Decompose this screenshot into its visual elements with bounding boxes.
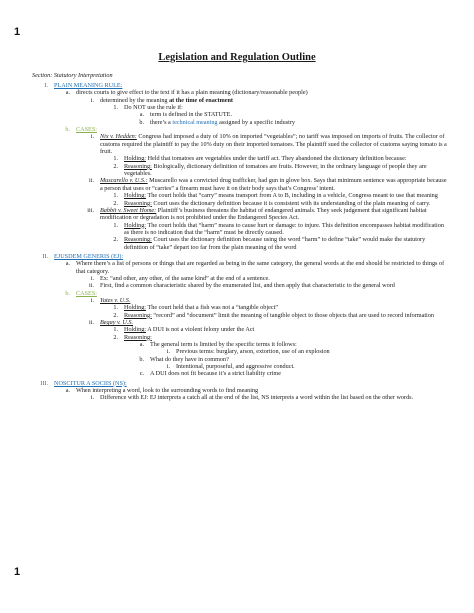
outline-item: 1. Holding: The court holds that “harm” means to cause hurt or damage: to injure. This definition encompasses habitat modification as there is no indication that the “harm” must be directly caused. <box>113 221 444 236</box>
case-item: i. Yates v. U.S. <box>90 296 131 304</box>
outline-item: i. Intentional, purposeful, and aggressive conduct. <box>166 363 295 371</box>
case-name: Begay v. U.S. <box>100 319 134 326</box>
outline-item: a. term is defined in the STATUTE. <box>139 111 232 119</box>
outline-item: 2. Reasoning: Court uses the dictionary definition because it is consistent with its understanding of the plain meaning of carry. <box>113 199 431 207</box>
outline-item: 1. Do NOT use the rule if: <box>113 104 183 112</box>
outline-item: a. When interpreting a word, look to the surrounding words to find meaning <box>65 387 259 395</box>
page-number-bottom: 1 <box>14 566 21 578</box>
outline-item: i. Previous terms: burglary, arson, extortion, use of an explosion <box>166 348 330 356</box>
outline-item: 2. Reasoning: “record” and “document” limit the meaning of tangible object to those objects that are used to record information <box>113 311 434 319</box>
outline-item: 1. Holding: The court holds that “carry” means transport from A to B, including in a vehicle, Congress meant to use that meaning <box>113 192 438 200</box>
section-1-heading: I. PLAIN MEANING RULE: <box>44 82 123 89</box>
outline-item: 1. Holding: Held that tomatoes are vegetables under the tariff act. They abandoned the dictionary definition because: <box>113 155 407 163</box>
case-name: Yates v. U.S. <box>100 296 131 304</box>
page-number-top: 1 <box>14 26 21 38</box>
outline-item: c. A DUI does not fit because it’s a strict liability crime <box>139 370 281 378</box>
cases-heading: b. CASES: <box>65 126 97 134</box>
outline-body <box>32 80 448 402</box>
section-3-heading: III. NOSCITUR A SOCIIS (NS): <box>40 379 127 387</box>
outline-item: i. Ex: “and other, any other, of the same kind” at the end of a sentence. <box>90 274 270 282</box>
outline-item: 1. Holding: A DUI is not a violent felony under the Act <box>113 326 255 334</box>
outline-item: a. The general term is limited by the specific terms it follows: <box>139 341 297 349</box>
outline-item: i. Difference with EJ: EJ interprets a catch all at the end of the list, NS interprets a word within the list based on the other words. <box>90 394 414 402</box>
case-name: Nix v. Hedden: <box>100 133 137 141</box>
outline-item: i. determined by the meaning at the time of enactment <box>90 96 233 104</box>
section-2-heading: II. EJUSDEM GENERIS (EJ): <box>42 252 124 260</box>
section-label: Section: Statutory Interpretation <box>32 72 113 79</box>
outline-item: 2. Reasoning: <box>113 333 152 341</box>
case-item: ii. Muscarello v. U.S.: Muscarello was a convicted drug trafficker, had gun in glove box. Says that minimum sentence was appropriate because a person that uses or “carries” a firearm must have it on their body says that’s Congress’ intent. <box>89 177 447 192</box>
outline-item: a. directs courts to give effect to the text if it has a plain meaning (dictionary/reasonable people) <box>65 89 308 97</box>
case-name: Babbit v. Sweet Home: <box>100 206 157 214</box>
outline-item: b. there’s a technical meaning assigned by a specific industry <box>139 118 296 126</box>
case-name: Muscarello v. U.S.: <box>100 177 148 185</box>
outline-item: 2. Reasoning: Biologically, dictionary definition of tomatoes are fruits. However, in the ordinary language of people they are vegetables. <box>113 162 427 178</box>
outline-item: ii. First, find a common characteristic shared by the enumerated list, and then apply that characteristic to the general word <box>89 282 395 290</box>
cases-heading: b. CASES: <box>65 289 97 297</box>
case-item: iii. Babbit v. Sweet Home: Plaintiff’s business threatens the habitat of endangered animals. They seek judgement that significant habitat modification or degradation is not prohibited under the Endangered Species Act. <box>87 206 427 222</box>
outline-item: 1. Holding: The court held that a fish was not a “tangible object” <box>113 304 279 312</box>
outline-item: b. What do they have in common? <box>139 355 229 363</box>
document-title: Legislation and Regulation Outline <box>158 52 316 63</box>
technical-meaning-link[interactable]: technical meaning <box>172 118 218 126</box>
case-item: i. Nix v. Hedden: Congress had imposed a duty of 10% on imported “vegetables”; no tariff was imposed on imports of fruits. The collector of customs required the plaintiff to pay the 10% duty on their imported tomatoes. The plaintiff sued the collector of customs saying tomato is a fruit. <box>90 133 447 156</box>
outline-item: 2. Reasoning: Court uses the dictionary definition because using the word “harm” to define “take” would make the statutory definition of “take” depart too far from the plain meaning of the word <box>113 236 426 251</box>
outline-item: a. Where there’s a list of persons or things that are regarded as being in the same category, the general words at the end should be restricted to things of that category. <box>65 260 445 275</box>
case-item: ii. Begay v. U.S. <box>89 319 134 326</box>
